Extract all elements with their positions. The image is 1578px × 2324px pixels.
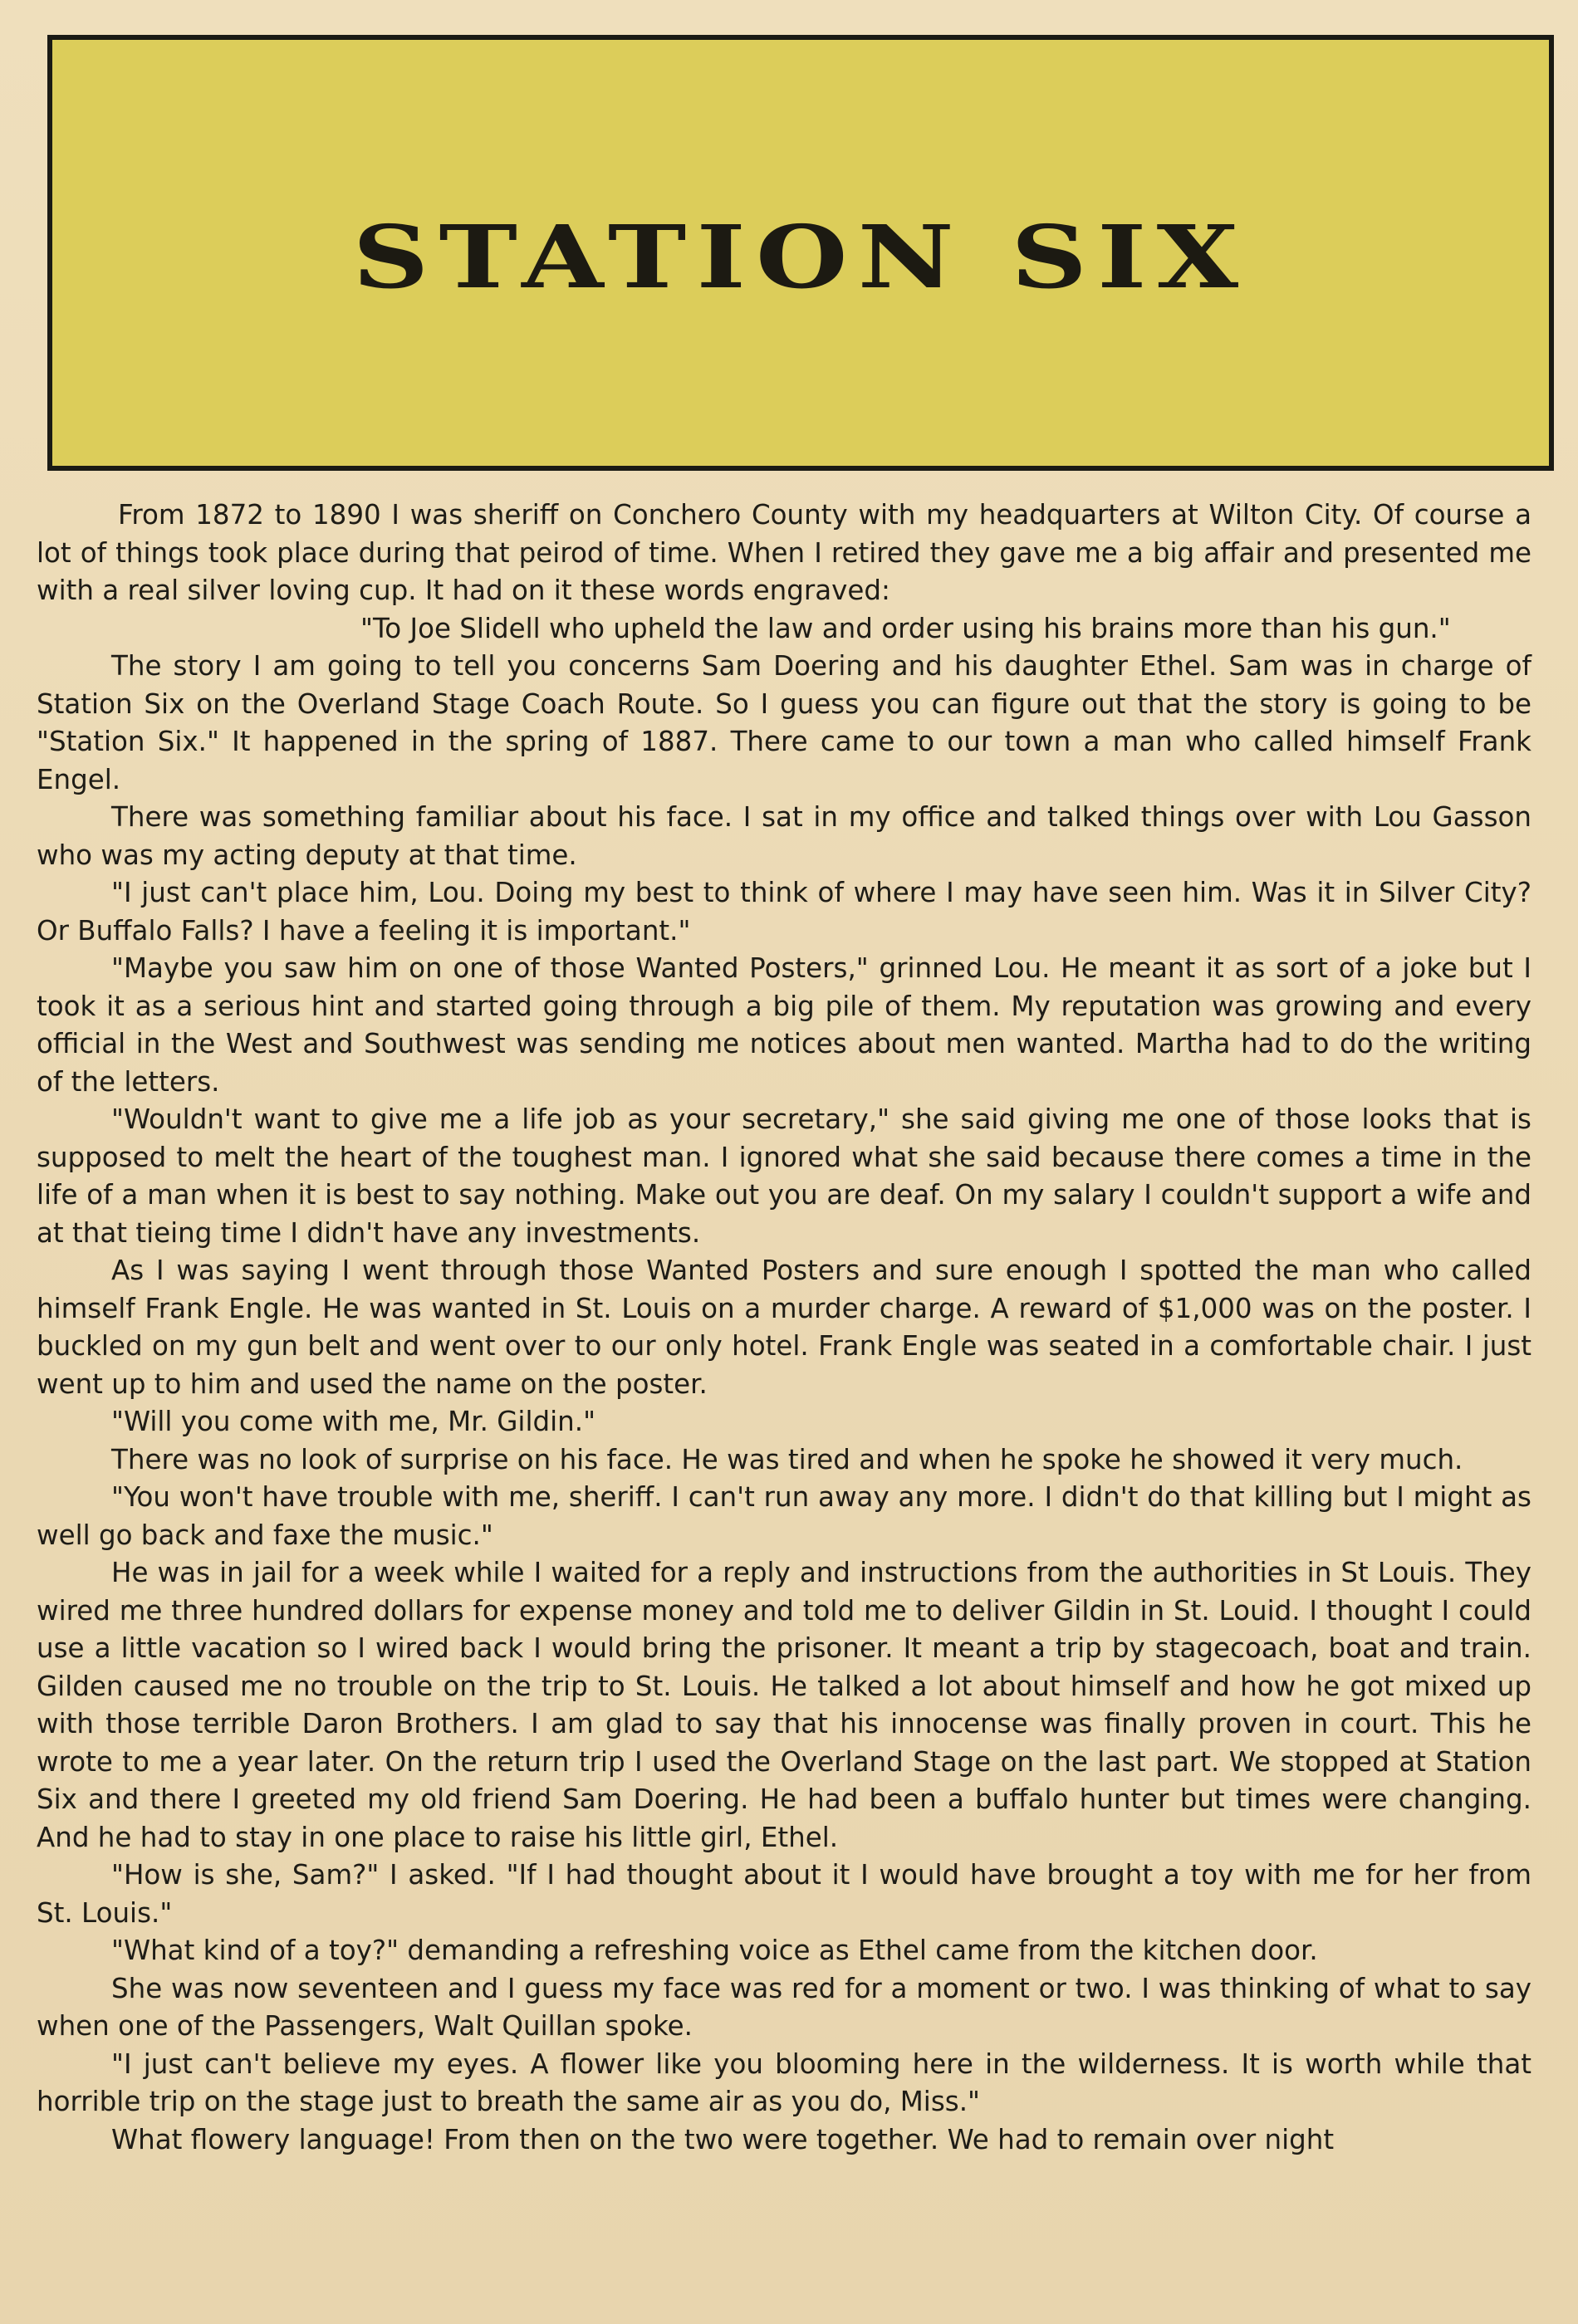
paragraph: From 1872 to 1890 I was sheriff on Conchero County with my headquarters at Wilton City. Of course a lot of things took place during that peirod of time. When I retired they gave me a big affair and presented me with a real silver loving cup. It had on it these words engraved: — [37, 499, 1531, 606]
paragraph: "What kind of a toy?" demanding a refreshing voice as Ethel came from the kitchen door. — [111, 1935, 1318, 1966]
paragraph: "Wouldn't want to give me a life job as your secretary," she said giving me one of those looks that is supposed to melt the heart of the toughest man. I ignored what she said because there comes a time in the life of a man when it is best to say nothing. Make out you are deaf. On my salary I couldn't support a wife and at that tieing time I didn't have any investments. — [37, 1103, 1531, 1249]
paragraph: As I was saying I went through those Wanted Posters and sure enough I spotted the man who called himself Frank Engle. He was wanted in St. Louis on a murder charge. A reward of $1,000 was on the poster. I buckled on my gun belt and went over to our only hotel. Frank Engle was seated in a comfortable chair. I just went up to him and used the name on the poster. — [37, 1255, 1531, 1400]
story-title: STATION SIX — [352, 206, 1249, 308]
paragraph: "Maybe you saw him on one of those Wanted Posters," grinned Lou. He meant it as sort of a joke but I took it as a serious hint and started going through a big pile of them. My reputation was growing and every official in the West and Southwest was sending me notices about men wanted. Martha had to do the writing of the letters. — [37, 952, 1531, 1098]
paragraph: There was something familiar about his face. I sat in my office and talked things over with Lou Gasson who was my acting deputy at that time. — [37, 801, 1531, 871]
paragraph: "I just can't place him, Lou. Doing my best to think of where I may have seen him. Was it in Silver City? Or Buffalo Falls? I have a feeling it is important." — [37, 877, 1531, 947]
engraved-quote: "To Joe Slidell who upheld the law and order using his brains more than his gun." — [360, 612, 1451, 644]
paragraph: "How is she, Sam?" I asked. "If I had thought about it I would have brought a toy with me for her from St. Louis." — [37, 1859, 1531, 1929]
paragraph: "You won't have trouble with me, sheriff. I can't run away any more. I didn't do that killing but I might as well go back and faxe the music." — [37, 1481, 1531, 1551]
paragraph: She was now seventeen and I guess my face was red for a moment or two. I was thinking of what to say when one of the Passengers, Walt Quillan spoke. — [37, 1972, 1531, 2042]
title-banner — [47, 35, 1554, 471]
story-body — [37, 497, 1531, 2159]
paragraph: "Will you come with me, Mr. Gildin." — [111, 1406, 596, 1437]
paragraph: "I just can't believe my eyes. A flower like you blooming here in the wilderness. It is worth while that horrible trip on the stage just to breath the same air as you do, Miss." — [37, 2048, 1531, 2117]
paragraph: He was in jail for a week while I waited for a reply and instructions from the authorities in St Louis. They wired me three hundred dollars for expense money and told me to deliver Gildin in St. Louid. I thought I could use a little vacation so I wired back I would bring the prisoner. It meant a trip by stagecoach, boat and train. Gilden caused me no trouble on the trip to St. Louis. He talked a lot about himself and how he got mixed up with those terrible Daron Brothers. I am glad to say that his innocense was finally proven in court. This he wrote to me a year later. On the return trip I used the Overland Stage on the last part. We stopped at Station Six and there I greeted my old friend Sam Doering. He had been a buffalo hunter but times were changing. And he had to stay in one place to raise his little girl, Ethel. — [37, 1557, 1531, 1853]
paragraph: There was no look of surprise on his face. He was tired and when he spoke he showed it very much. — [111, 1443, 1463, 1475]
paragraph: The story I am going to tell you concerns Sam Doering and his daughter Ethel. Sam was in charge of Station Six on the Overland Stage Coach Route. So I guess you can figure out that the story is going to be "Station Six." It happened in the spring of 1887. There came to our town a man who called himself Frank Engel. — [37, 650, 1531, 795]
paragraph: What flowery language! From then on the two were together. We had to remain over night — [111, 2123, 1335, 2155]
